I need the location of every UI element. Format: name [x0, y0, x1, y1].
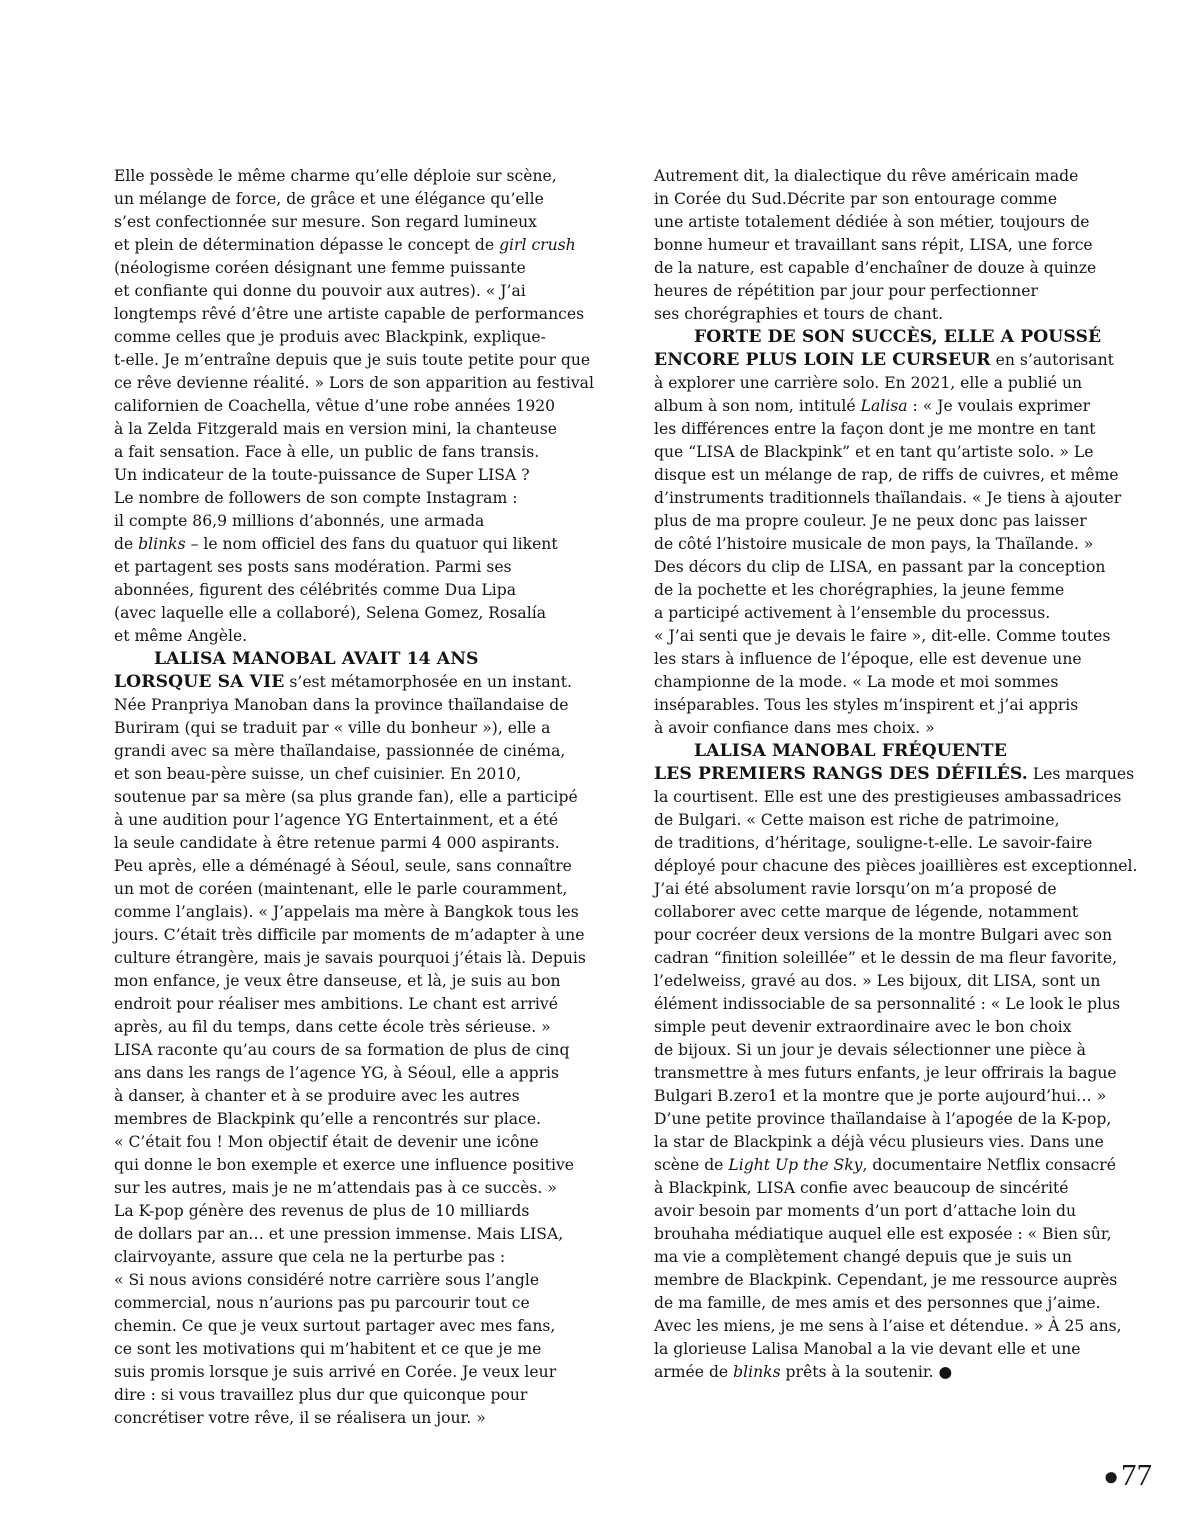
text-line: « Si nous avions considéré notre carrière sous l’angle: [114, 1271, 540, 1289]
text-line: soutenue par sa mère (sa plus grande fan), elle a participé: [114, 788, 578, 806]
text-line: membres de Blackpink qu’elle a rencontrés sur place.: [114, 1110, 542, 1128]
text-line: [654, 1361, 1110, 1384]
section-lead: LALISA MANOBAL AVAIT 14 ANS: [154, 649, 479, 669]
text-line: Bulgari B.zero1 et la montre que je porte aujourd’hui… »: [654, 1087, 1107, 1105]
text-line: [114, 234, 576, 257]
text-line: culture étrangère, mais je savais pourquoi j’étais là. Depuis: [114, 949, 586, 967]
text-run: et plein de détermination dépasse le concept de: [114, 236, 500, 254]
italic-term: Light Up the Sky: [728, 1156, 863, 1174]
text-line: un mot de coréen (maintenant, elle le parle couramment,: [114, 880, 568, 898]
text-run: armée de: [654, 1363, 734, 1381]
text-line: un mélange de force, de grâce et une élégance qu’elle: [114, 190, 544, 208]
text-line: la courtisent. Elle est une des prestigieuses ambassadrices: [654, 788, 1122, 806]
text-line: endroit pour réaliser mes ambitions. Le chant est arrivé: [114, 995, 558, 1013]
text-line: [654, 1154, 1116, 1177]
text-line: La K-pop génère des revenus de plus de 10 milliards: [114, 1202, 530, 1220]
text-line: s’est confectionnée sur mesure. Son regard lumineux: [114, 213, 537, 231]
text-line: in Corée du Sud.Décrite par son entourage comme: [654, 190, 1058, 208]
text-line: chemin. Ce que je veux surtout partager avec mes fans,: [114, 1317, 556, 1335]
text-line: déployé pour chacune des pièces joaillières est exceptionnel.: [654, 857, 1138, 875]
text-line: comme celles que je produis avec Blackpink, explique-: [114, 328, 546, 346]
text-line: Buriram (qui se traduit par « ville du bonheur »), elle a: [114, 719, 551, 737]
text-line: la star de Blackpink a déjà vécu plusieurs vies. Dans une: [654, 1133, 1104, 1151]
text-run: prêts à la soutenir. ●: [780, 1363, 953, 1381]
section-lead: LES PREMIERS RANGS DES DÉFILÉS.: [654, 764, 1028, 784]
text-line: Autrement dit, la dialectique du rêve américain made: [654, 167, 1079, 185]
section-lead: FORTE DE SON SUCCÈS, ELLE A POUSSÉ: [694, 327, 1102, 347]
text-line: avoir besoin par moments d’un port d’attache loin du: [654, 1202, 1077, 1220]
text-line: clairvoyante, assure que cela ne la perturbe pas :: [114, 1248, 506, 1266]
text-line: que “LISA de Blackpink” et en tant qu’artiste solo. » Le: [654, 443, 1094, 461]
paragraph-section-1: [114, 648, 586, 1430]
page-number: [1103, 1457, 1152, 1495]
text-line: « J’ai senti que je devais le faire », dit-elle. Comme toutes: [654, 627, 1111, 645]
text-line: et même Angèle.: [114, 627, 248, 645]
text-line: collaborer avec cette marque de légende, notamment: [654, 903, 1079, 921]
text-line: plus de ma propre couleur. Je ne peux donc pas laisser: [654, 512, 1087, 530]
text-run: , documentaire Netflix consacré: [862, 1156, 1116, 1174]
text-line: les stars à influence de l’époque, elle est devenue une: [654, 650, 1082, 668]
text-line: suis promis lorsque je suis arrivé en Corée. Je veux leur: [114, 1363, 557, 1381]
text-line: d’instruments traditionnels thaïlandais. « Je tiens à ajouter: [654, 489, 1122, 507]
text-line: sur les autres, mais je ne m’attendais pas à ce succès. »: [114, 1179, 557, 1197]
text-line: bonne humeur et travaillant sans répit, LISA, une force: [654, 236, 1093, 254]
text-run: de: [114, 535, 139, 553]
text-run: s’est métamorphosée en un instant.: [284, 673, 572, 691]
text-line: après, au fil du temps, dans cette école très sérieuse. »: [114, 1018, 551, 1036]
left-column: [114, 165, 594, 1430]
text-line: membre de Blackpink. Cependant, je me ressource auprès: [654, 1271, 1118, 1289]
text-line: [654, 395, 1110, 418]
text-line: cadran “finition soleillée” et le dessin de ma fleur favorite,: [654, 949, 1118, 967]
text-line: de bijoux. Si un jour je devais sélectionner une pièce à: [654, 1041, 1086, 1059]
text-run: – le nom officiel des fans du quatuor qui likent: [185, 535, 558, 553]
text-line: « C’était fou ! Mon objectif était de devenir une icône: [114, 1133, 539, 1151]
text-line: et partagent ses posts sans modération. Parmi ses: [114, 558, 512, 576]
text-line: de dollars par an… et une pression immense. Mais LISA,: [114, 1225, 564, 1243]
text-line: jours. C’était très difficile par moments de m’adapter à une: [114, 926, 585, 944]
section-lead: LORSQUE SA VIE: [114, 672, 285, 692]
text-line: Le nombre de followers de son compte Instagram :: [114, 489, 518, 507]
text-line: J’ai été absolument ravie lorsqu’on m’a proposé de: [654, 880, 1057, 898]
text-line: à Blackpink, LISA confie avec beaucoup de sincérité: [654, 1179, 1069, 1197]
text-line: californien de Coachella, vêtue d’une robe années 1920: [114, 397, 556, 415]
text-line: à une audition pour l’agence YG Entertainment, et a été: [114, 811, 559, 829]
text-line: ce rêve devienne réalité. » Lors de son apparition au festival: [114, 374, 594, 392]
paragraph-section-2: [654, 326, 1122, 740]
text-line: de côté l’histoire musicale de mon pays, la Thaïlande. »: [654, 535, 1094, 553]
text-line: pour cocréer deux versions de la montre Bulgari avec son: [654, 926, 1113, 944]
text-line: a participé activement à l’ensemble du processus.: [654, 604, 1051, 622]
text-line: de traditions, d’héritage, souligne-t-elle. Le savoir-faire: [654, 834, 1093, 852]
text-line: LISA raconte qu’au cours de sa formation de plus de cinq: [114, 1041, 570, 1059]
text-line: la seule candidate à être retenue parmi 4 000 aspirants.: [114, 834, 560, 852]
text-line: les différences entre la façon dont je me montre en tant: [654, 420, 1096, 438]
text-run: Les marques: [1027, 765, 1135, 783]
paragraph-intro: [114, 165, 594, 648]
text-line: Avec les miens, je me sens à l’aise et détendue. » À 25 ans,: [654, 1317, 1122, 1335]
text-line: l’edelweiss, gravé au dos. » Les bijoux, dit LISA, sont un: [654, 972, 1101, 990]
text-line: abonnées, figurent des célébrités comme Dua Lipa: [114, 581, 517, 599]
text-run: : « Je voulais exprimer: [907, 397, 1091, 415]
text-line: (néologisme coréen désignant une femme puissante: [114, 259, 526, 277]
text-run: album à son nom, intitulé: [654, 397, 861, 415]
text-line: [114, 671, 570, 694]
italic-term: girl crush: [499, 236, 576, 254]
text-line: [654, 763, 1135, 786]
text-line: t-elle. Je m’entraîne depuis que je suis toute petite pour que: [114, 351, 591, 369]
text-line: il compte 86,9 millions d’abonnés, une armada: [114, 512, 485, 530]
text-line: à explorer une carrière solo. En 2021, elle a publié un: [654, 374, 1083, 392]
italic-term: blinks: [138, 535, 186, 553]
text-line: [114, 533, 570, 556]
text-line: inséparables. Tous les styles m’inspirent et j’ai appris: [654, 696, 1079, 714]
text-line: mon enfance, je veux être danseuse, et là, je suis au bon: [114, 972, 561, 990]
paragraph-section-3: [654, 740, 1138, 1384]
text-line: concrétiser votre rêve, il se réalisera un jour. »: [114, 1409, 486, 1427]
text-line: de la nature, est capable d’enchaîner de douze à quinze: [654, 259, 1097, 277]
italic-term: blinks: [733, 1363, 781, 1381]
text-line: longtemps rêvé d’être une artiste capable de performances: [114, 305, 585, 323]
text-line: comme l’anglais). « J’appelais ma mère à Bangkok tous les: [114, 903, 579, 921]
text-line: qui donne le bon exemple et exerce une influence positive: [114, 1156, 575, 1174]
text-line: Née Pranpriya Manoban dans la province thaïlandaise de: [114, 696, 569, 714]
text-line: heures de répétition par jour pour perfectionner: [654, 282, 1038, 300]
text-line: et confiante qui donne du pouvoir aux autres). « J’ai: [114, 282, 526, 300]
text-line: ce sont les motivations qui m’habitent et ce que je me: [114, 1340, 542, 1358]
text-line: Des décors du clip de LISA, en passant par la conception: [654, 558, 1106, 576]
text-line: ma vie a complètement changé depuis que je suis un: [654, 1248, 1072, 1266]
text-line: (avec laquelle elle a collaboré), Selena Gomez, Rosalía: [114, 604, 547, 622]
section-lead: LALISA MANOBAL FRÉQUENTE: [694, 741, 1007, 761]
text-line: élément indissociable de sa personnalité : « Le look le plus: [654, 995, 1121, 1013]
text-line: une artiste totalement dédiée à son métier, toujours de: [654, 213, 1090, 231]
text-line: ses chorégraphies et tours de chant.: [654, 305, 944, 323]
text-line: dire : si vous travaillez plus dur que quiconque pour: [114, 1386, 528, 1404]
text-line: a fait sensation. Face à elle, un public de fans transis.: [114, 443, 540, 461]
text-line: à la Zelda Fitzgerald mais en version mini, la chanteuse: [114, 420, 557, 438]
bullet-icon: ●: [1103, 1462, 1119, 1491]
text-line: Un indicateur de la toute-puissance de Super LISA ?: [114, 466, 530, 484]
text-line: [654, 349, 1114, 372]
text-line: D’une petite province thaïlandaise à l’apogée de la K-pop,: [654, 1110, 1112, 1128]
text-line: la glorieuse Lalisa Manobal a la vie devant elle et une: [654, 1340, 1081, 1358]
text-line: commercial, nous n’aurions pas pu parcourir tout ce: [114, 1294, 530, 1312]
text-line: championne de la mode. « La mode et moi sommes: [654, 673, 1059, 691]
right-column: [654, 165, 1138, 1384]
text-line: brouhaha médiatique auquel elle est exposée : « Bien sûr,: [654, 1225, 1112, 1243]
text-line: disque est un mélange de rap, de riffs de cuivres, et même: [654, 466, 1119, 484]
section-lead: ENCORE PLUS LOIN LE CURSEUR: [654, 350, 991, 370]
text-line: simple peut devenir extraordinaire avec le bon choix: [654, 1018, 1072, 1036]
italic-term: Lalisa: [860, 397, 908, 415]
text-run: en s’autorisant: [990, 351, 1114, 369]
page-number-text: 77: [1121, 1457, 1152, 1492]
text-line: de Bulgari. « Cette maison est riche de patrimoine,: [654, 811, 1060, 829]
text-line: de ma famille, de mes amis et des personnes que j’aime.: [654, 1294, 1101, 1312]
text-line: et son beau-père suisse, un chef cuisinier. En 2010,: [114, 765, 522, 783]
text-line: Peu après, elle a déménagé à Séoul, seule, sans connaître: [114, 857, 572, 875]
text-line: Elle possède le même charme qu’elle déploie sur scène,: [114, 167, 557, 185]
text-line: grandi avec sa mère thaïlandaise, passionnée de cinéma,: [114, 742, 566, 760]
text-line: transmettre à mes futurs enfants, je leur offrirais la bague: [654, 1064, 1117, 1082]
paragraph-continuation: [654, 165, 1110, 326]
text-line: à danser, à chanter et à se produire avec les autres: [114, 1087, 520, 1105]
text-line: de la pochette et les chorégraphies, la jeune femme: [654, 581, 1065, 599]
text-line: ans dans les rangs de l’agence YG, à Séoul, elle a appris: [114, 1064, 560, 1082]
text-line: à avoir confiance dans mes choix. »: [654, 719, 935, 737]
text-run: scène de: [654, 1156, 729, 1174]
